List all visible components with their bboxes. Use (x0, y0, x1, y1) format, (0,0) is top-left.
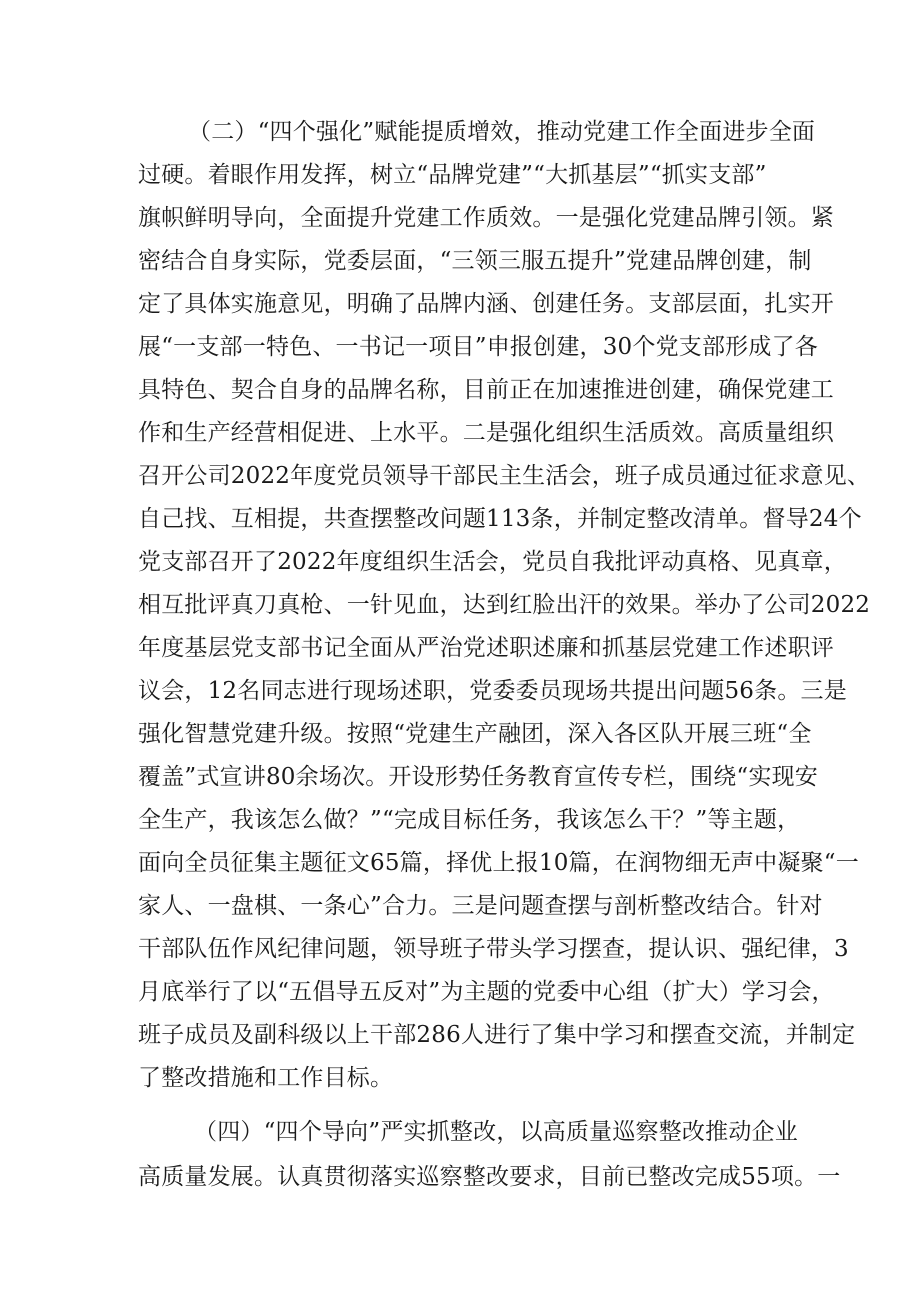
paragraph-2-line-2: 过硬。着眼作用发挥，树立“品牌党建”“大抓基层”“抓实支部” (138, 162, 767, 188)
paragraph-2-line-23: 了整改措施和工作目标。 (138, 1065, 394, 1091)
paragraph-2-line-14: 议会，12名同志进行现场述职，党委委员现场共提出问题56条。三是 (138, 678, 847, 704)
paragraph-2-line-4: 密结合自身实际，党委层面，“三领三服五提升”党建品牌创建，制 (138, 248, 812, 274)
paragraph-2-line-3: 旗帜鲜明导向，全面提升党建工作质效。一是强化党建品牌引领。紧 (138, 205, 834, 231)
paragraph-2-line-1: （二）“四个强化”赋能提质增效，推动党建工作全面进步全面 (188, 119, 816, 145)
paragraph-2-line-6: 展“一支部一特色、一书记一项目”申报创建，30个党支部形成了各 (138, 334, 818, 360)
paragraph-4-line-2: 高质量发展。认真贯彻落实巡察整改要求，目前已整改完成55项。一 (138, 1164, 841, 1190)
paragraph-2-line-12: 相互批评真刀真枪、一针见血，达到红脸出汗的效果。举办了公司2022 (138, 592, 871, 618)
paragraph-2-line-15: 强化智慧党建升级。按照“党建生产融团，深入各区队开展三班“全 (138, 721, 812, 747)
paragraph-2-line-13: 年度基层党支部书记全面从严治党述职述廉和抓基层党建工作述职评 (138, 635, 834, 661)
paragraph-2-line-18: 面向全员征集主题征文65篇，择优上报10篇，在润物细无声中凝聚“一 (138, 850, 859, 876)
paragraph-2-line-21: 月底举行了以“五倡导五反对”为主题的党委中心组（扩大）学习会， (138, 979, 835, 1005)
paragraph-4-line-1: （四）“四个导向”严实抓整改，以高质量巡察整改推动企业 (194, 1119, 798, 1145)
paragraph-2-line-19: 家人、一盘棋、一条心”合力。三是问题查摆与剖析整改结合。针对 (138, 893, 823, 919)
paragraph-2-line-7: 具特色、契合自身的品牌名称，目前正在加速推进创建，确保党建工 (138, 377, 834, 403)
paragraph-2-line-5: 定了具体实施意见，明确了品牌内涵、创建任务。支部层面，扎实开 (138, 291, 834, 317)
paragraph-2-line-20: 干部队伍作风纪律问题，领导班子带头学习摆查，提认识、强纪律，3 (138, 936, 849, 962)
paragraph-2-line-17: 全生产，我该怎么做？”“完成目标任务，我该怎么干？”等主题， (138, 807, 801, 833)
paragraph-2-line-10: 自己找、互相提，共查摆整改问题113条，并制定整改清单。督导24个 (138, 506, 862, 532)
paragraph-2-line-9: 召开公司2022年度党员领导干部民主生活会，班子成员通过征求意见、 (138, 463, 871, 489)
paragraph-2-line-11: 党支部召开了2022年度组织生活会，党员自我批评动真格、见真章， (138, 549, 847, 575)
paragraph-2-line-8: 作和生产经营相促进、上水平。二是强化组织生活质效。高质量组织 (138, 420, 834, 446)
paragraph-2-line-22: 班子成员及副科级以上干部286人进行了集中学习和摆查交流，并制定 (138, 1022, 856, 1048)
paragraph-2-line-16: 覆盖”式宣讲80余场次。开设形势任务教育宣传专栏，围绕“实现安 (138, 764, 818, 790)
